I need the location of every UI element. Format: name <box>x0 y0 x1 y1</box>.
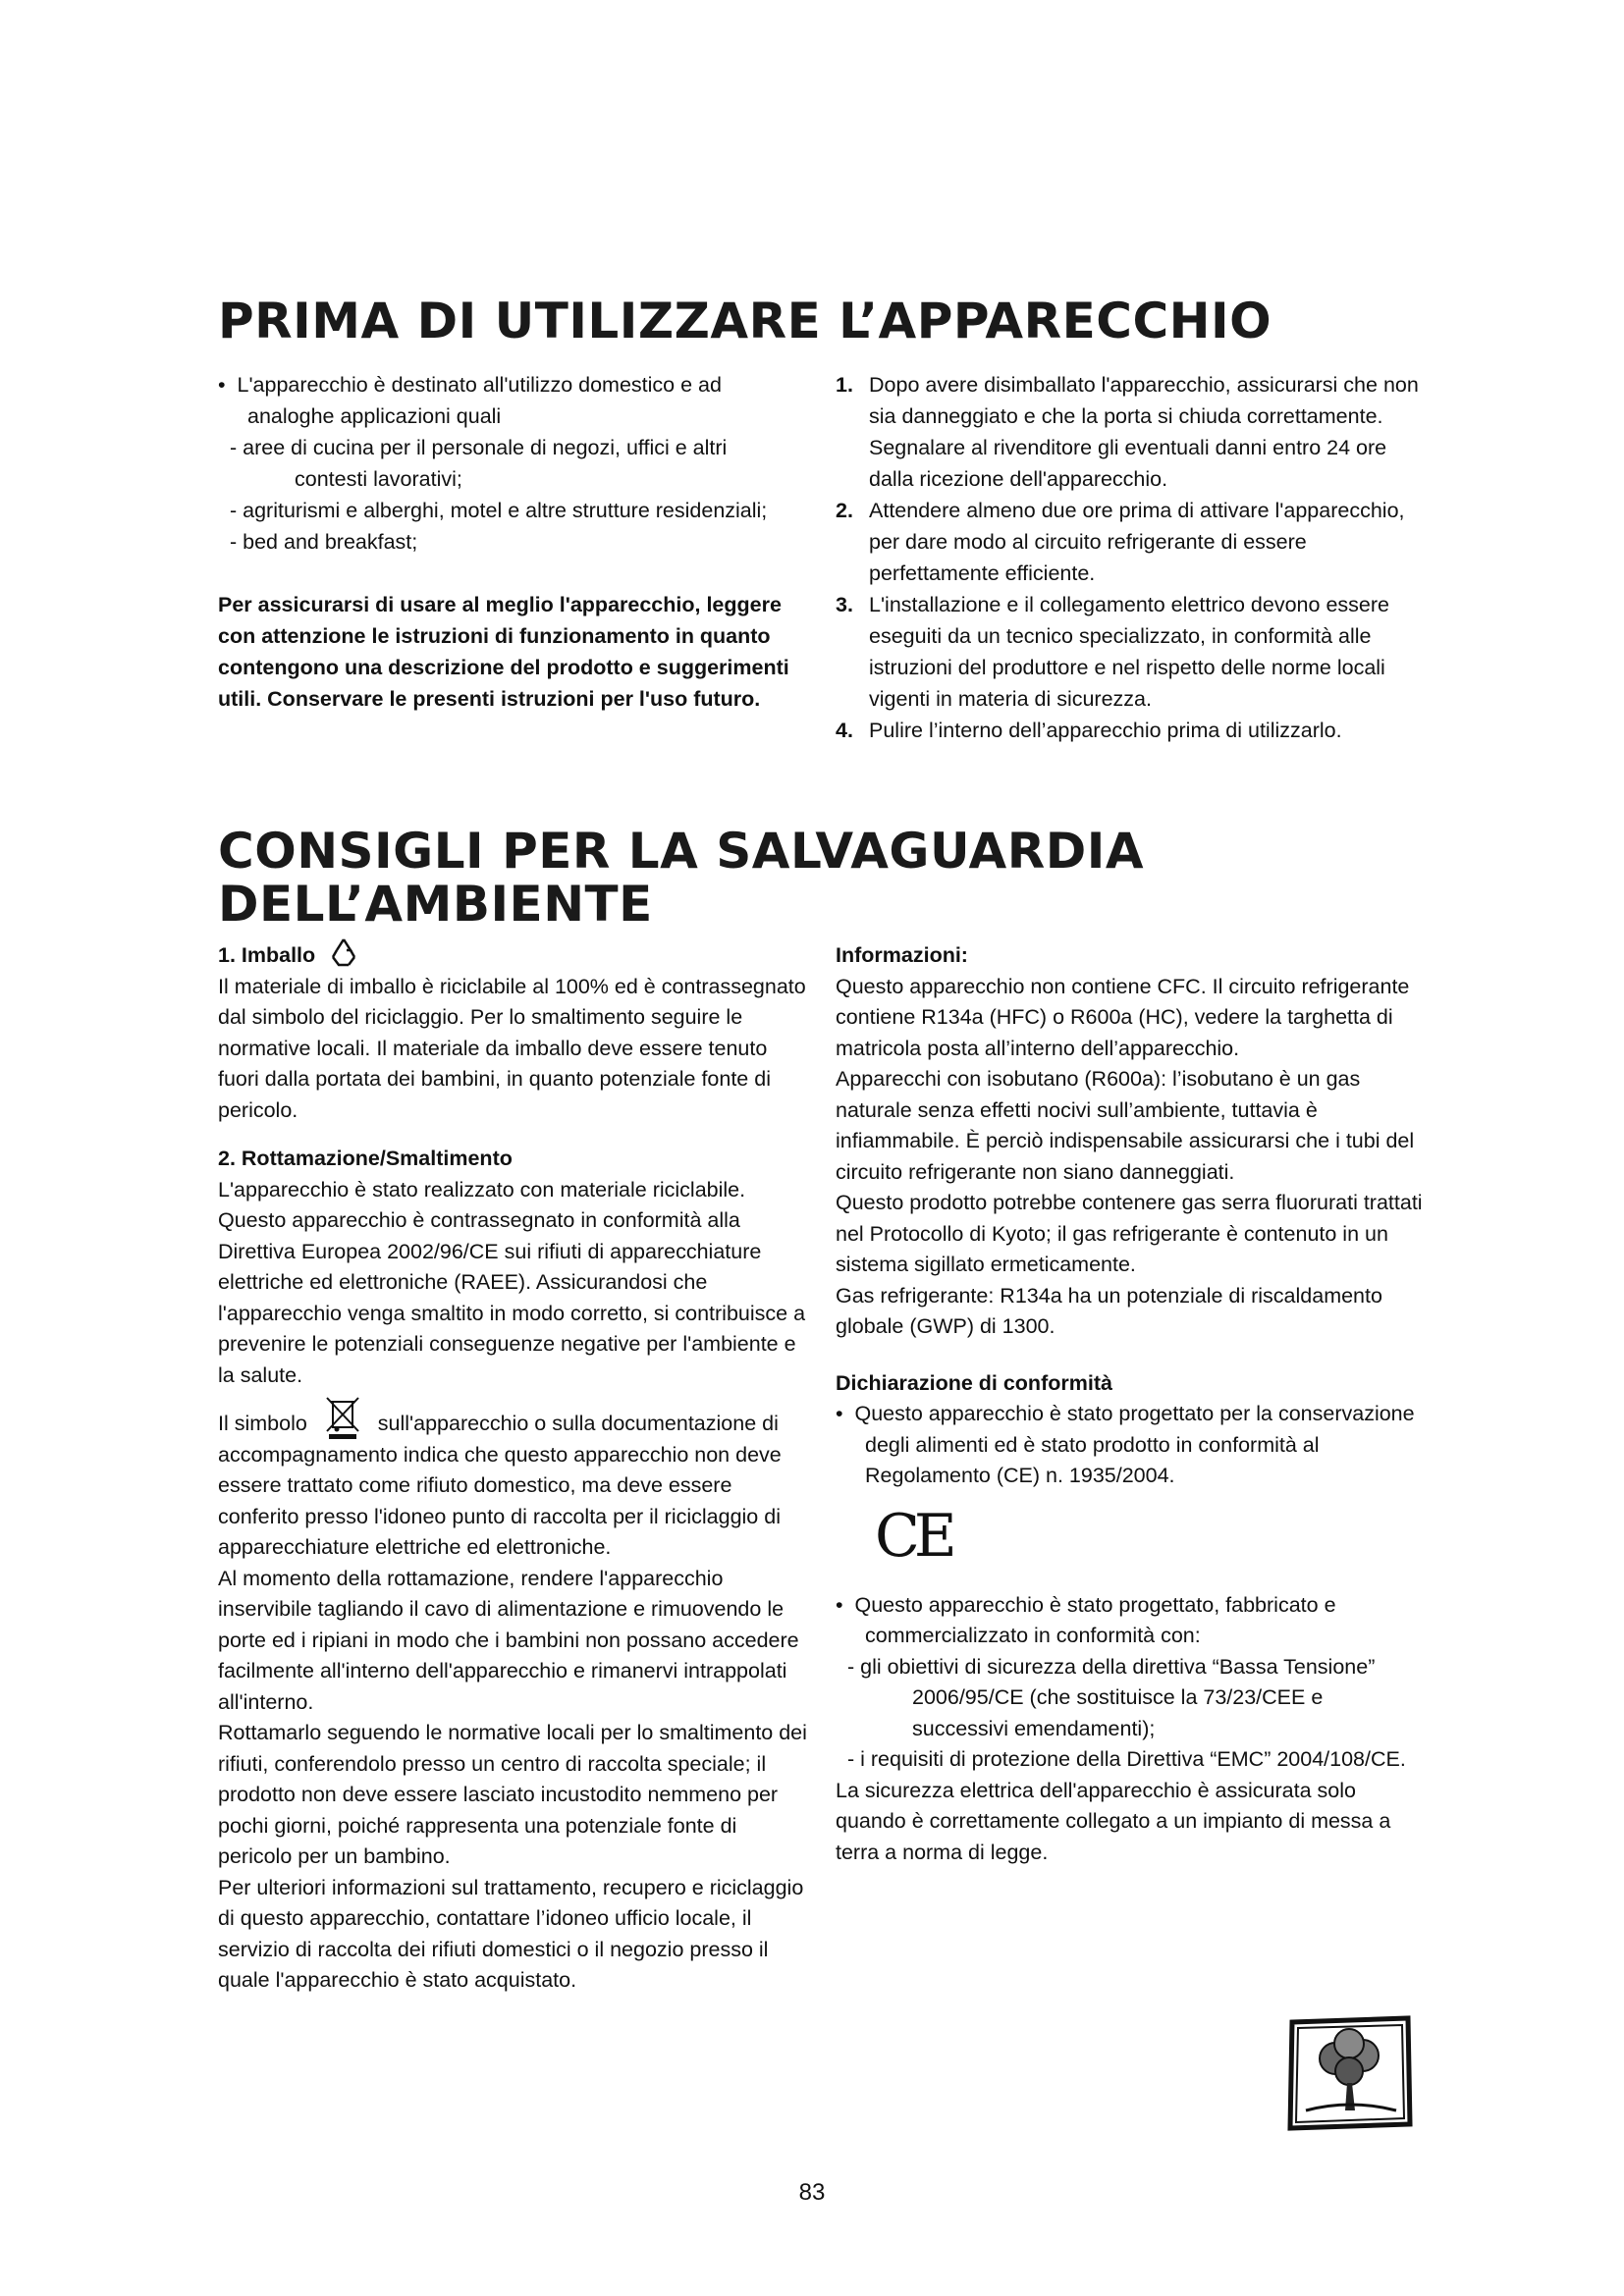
crossed-bin-icon <box>323 1396 362 1439</box>
step-item: 4. Pulire l’interno dell’apparecchio prima di utilizzarlo. <box>836 719 1342 742</box>
conformita-subitem: - i requisiti di protezione della Direttiva “EMC” 2004/108/CE. <box>847 1747 1406 1771</box>
imballo-text: Il materiale di imballo è riciclabile al 100% ed è contrassegnato dal simbolo del riciclaggio. Per lo smaltimento seguire le normative locali. Il materiale da imballo deve essere tenuto fuori dalla portata dei bambini, in quanto potenziale fonte di pericolo. <box>218 974 806 1122</box>
informazioni-p1: Questo apparecchio non contiene CFC. Il circuito refrigerante contiene R134a (HFC) o R600a (HC), vedere la targhetta di matricola posta all’interno dell’apparecchio. <box>836 974 1410 1060</box>
environment-tree-icon <box>1286 2014 1414 2132</box>
usage-subitem: - bed and breakfast; <box>230 530 418 554</box>
step-item: 2. Attendere almeno due ore prima di attivare l'apparecchio, per dare modo al circuito refrigerante di essere perfettamente efficiente. <box>836 499 1405 585</box>
conformita-heading: Dichiarazione di conformità <box>836 1370 1112 1395</box>
usage-bullet: • L'apparecchio è destinato all'utilizzo domestico e ad analoghe applicazioni quali <box>218 373 722 428</box>
conformita-bullet: • Questo apparecchio è stato progettato per la conservazione degli alimenti ed è stato prodotto in conformità al Regolamento (CE) n. 1935/2004. <box>836 1402 1415 1487</box>
conformita-subitem: - gli obiettivi di sicurezza della direttiva “Bassa Tensione” 2006/95/CE (che sostituisce la 73/23/CEE e successivi emendamenti); <box>847 1654 1376 1740</box>
rottamazione-para2: Al momento della rottamazione, rendere l'apparecchio inservibile tagliando il cavo di alimentazione e rimuovendo le porte ed i ripiani in modo che i bambini non possano accedere facilmente all'interno dell'apparecchio e rimanervi intrappolati all'interno. <box>218 1566 799 1714</box>
informazioni-p4: Gas refrigerante: R134a ha un potenziale di riscaldamento globale (GWP) di 1300. <box>836 1283 1382 1338</box>
step-item: 3. L'installazione e il collegamento elettrico devono essere eseguiti da un tecnico specializzato, in conformità alle istruzioni del produttore e nel rispetto delle norme locali vigenti in materia di sicurezza. <box>836 593 1389 711</box>
section-title-before-use: PRIMA DI UTILIZZARE L’APPARECCHIO <box>218 293 1272 349</box>
before-use-steps <box>836 369 1425 746</box>
rottamazione-text: L'apparecchio è stato realizzato con materiale riciclabile. Questo apparecchio è contrassegnato in conformità alla Direttiva Europea 2002/96/CE sui rifiuti di apparecchiature elettriche ed elettroniche (RAEE). Assicurandosi che l'apparecchio venga smaltito in modo corretto, si contribuisce a prevenire le potenziali conseguenze negative per l'ambiente e la salute. <box>218 1177 806 1387</box>
environment-right-column <box>836 940 1425 1868</box>
section-title-environment: CONSIGLI PER LA SALVAGUARDIA DELL’AMBIENTE <box>218 823 1145 933</box>
conformita-bullet: • Questo apparecchio è stato progettato, fabbricato e commercializzato in conformità con: <box>836 1592 1336 1647</box>
rottamazione-heading: 2. Rottamazione/Smaltimento <box>218 1147 513 1170</box>
page-number: 83 <box>798 2179 826 2206</box>
rottamazione-para4: Per ulteriori informazioni sul trattamento, recupero e riciclaggio di questo apparecchio, contattare l’idoneo ufficio locale, il servizio di raccolta dei rifiuti domestici o il negozio presso il quale l'apparecchio è stato acquistato. <box>218 1875 804 1992</box>
informazioni-p3: Questo prodotto potrebbe contenere gas serra fluorurati trattati nel Protocollo di Kyoto; il gas refrigerante è contenuto in un sistema sigillato ermeticamente. <box>836 1191 1423 1276</box>
instructions-note: Per assicurarsi di usare al meglio l'apparecchio, leggere con attenzione le istruzioni di funzionamento in quanto contengono una descrizione del prodotto e suggerimenti utili. Conservare le presenti istruzioni per l'uso futuro. <box>218 593 789 711</box>
conformita-closing: La sicurezza elettrica dell'apparecchio è assicurata solo quando è correttamente collegato a un impianto di messa a terra a norma di legge. <box>836 1778 1391 1864</box>
usage-subitem: - agriturismi e alberghi, motel e altre strutture residenziali; <box>230 499 768 522</box>
environment-left-column <box>218 940 807 1997</box>
ce-mark-icon: CE <box>875 1501 951 1571</box>
rottamazione-para3: Rottamarlo seguendo le normative locali per lo smaltimento dei rifiuti, conferendolo presso un centro di raccolta speciale; il prodotto non deve essere lasciato incustodito nemmeno per pochi giorni, poiché rappresenta una potenziale fonte di pericolo per un bambino. <box>218 1721 807 1868</box>
recycle-icon <box>327 935 360 969</box>
weee-symbol-paragraph: Il simbolo sull'apparecchio o sulla documentazione di accompagnamento indica che questo apparecchio non deve essere trattato come rifiuto domestico, ma deve essere conferito presso l'idoneo punto di raccolta per il riciclaggio di apparecchiature elettriche ed elettroniche. <box>218 1409 807 1564</box>
usage-subitem: - aree di cucina per il personale di negozi, uffici e altri contesti lavorativi; <box>230 436 728 491</box>
step-item: 1. Dopo avere disimballato l'apparecchio, assicurarsi che non sia danneggiato e che la porta si chiuda correttamente. Segnalare al rivenditore gli eventuali danni entro 24 ore dalla ricezione dell'apparecchio. <box>836 373 1419 491</box>
informazioni-p2: Apparecchi con isobutano (R600a): l’isobutano è un gas naturale senza effetti nocivi sull’ambiente, tuttavia è infiammabile. È perciò indispensabile assicurarsi che i tubi del circuito refrigerante non siano danneggiati. <box>836 1067 1415 1184</box>
before-use-left-column <box>218 369 797 715</box>
imballo-heading: 1. Imballo <box>218 940 807 972</box>
informazioni-heading: Informazioni: <box>836 943 968 967</box>
